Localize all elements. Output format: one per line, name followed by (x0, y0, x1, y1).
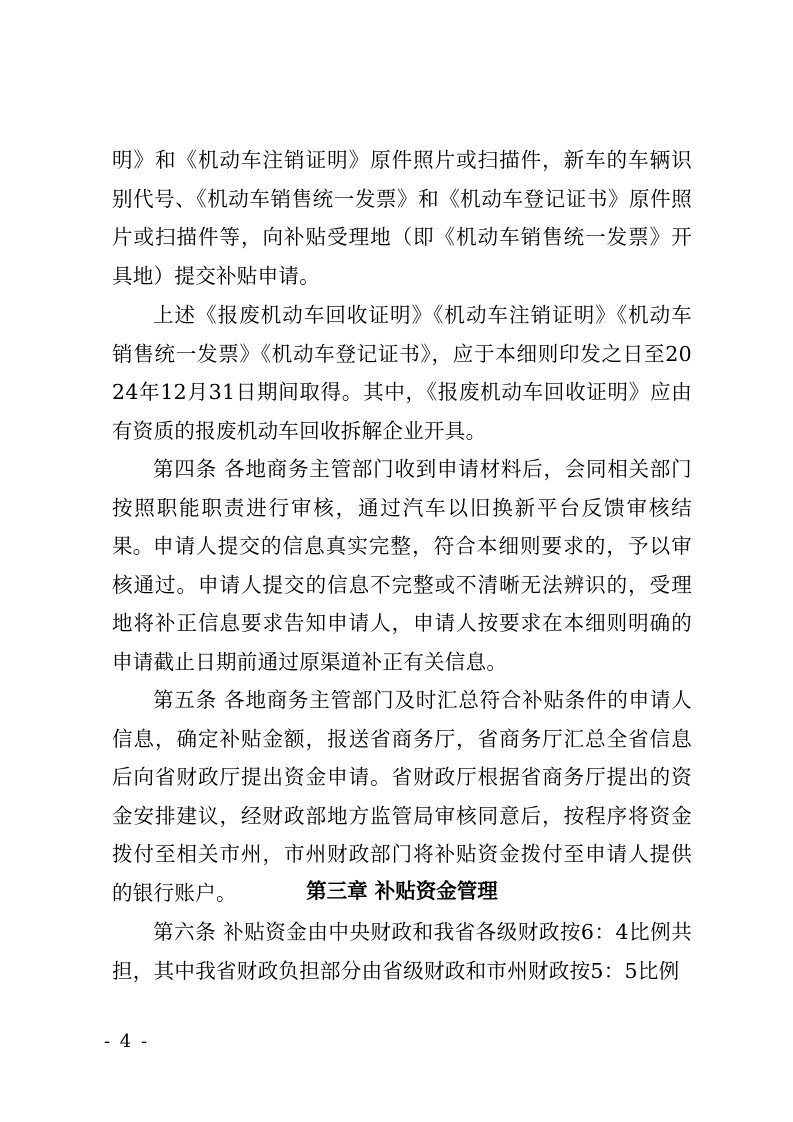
paragraph-submission-materials: 明》和《机动车注销证明》原件照片或扫描件，新车的车辆识别代号、《机动车销售统一发票》和《机动车登记证书》原件照片或扫描件等，向补贴受理地（即《机动车销售统一发票》开具地）提交补贴申请。 (112, 148, 692, 288)
paragraph-certificate-dates: 上述《报废机动车回收证明》《机动车注销证明》《机动车销售统一发票》《机动车登记证书》，应于本细则印发之日至2024年12月31日期间取得。其中，《报废机动车回收证明》应由有资质的报废机动车回收拆解企业开具。 (112, 303, 692, 443)
paragraph-review-approval: 申请人提交的信息真实完整，符合本细则要求的，予以审核通过。申请人提交的信息不完整或不清晰无法辨识的，受理地将补正信息要求告知申请人，申请人按要求在本细则明确的申请截止日期前通过原渠道补正有关信息。 (112, 534, 692, 674)
paragraph-article-five: 第五条 各地商务主管部门及时汇总符合补贴条件的申请人信息，确定补贴金额，报送省商务厅，省商务厅汇总全省信息后向省财政厅提出资金申请。省财政厅根据省商务厅提出的资金安排建议，经财政部地方监管局审核同意后，按程序将资金拨付至相关市州，市州财政部门将补贴资金拨付至申请人提供的银行账户。 (112, 688, 692, 905)
paragraph-article-four: 第四条 各地商务主管部门收到申请材料后，会同相关部门按照职能职责进行审核，通过汽车以旧换新平台反馈审核结果。 (112, 457, 692, 559)
page-number: - 4 - (104, 1031, 150, 1052)
chapter-heading: 第三章 补贴资金管理 (306, 879, 498, 903)
paragraph-article-six: 第六条 补贴资金由中央财政和我省各级财政按6：4比例共担，其中我省财政负担部分由省级财政和市州财政按5：5比例 (112, 920, 692, 983)
